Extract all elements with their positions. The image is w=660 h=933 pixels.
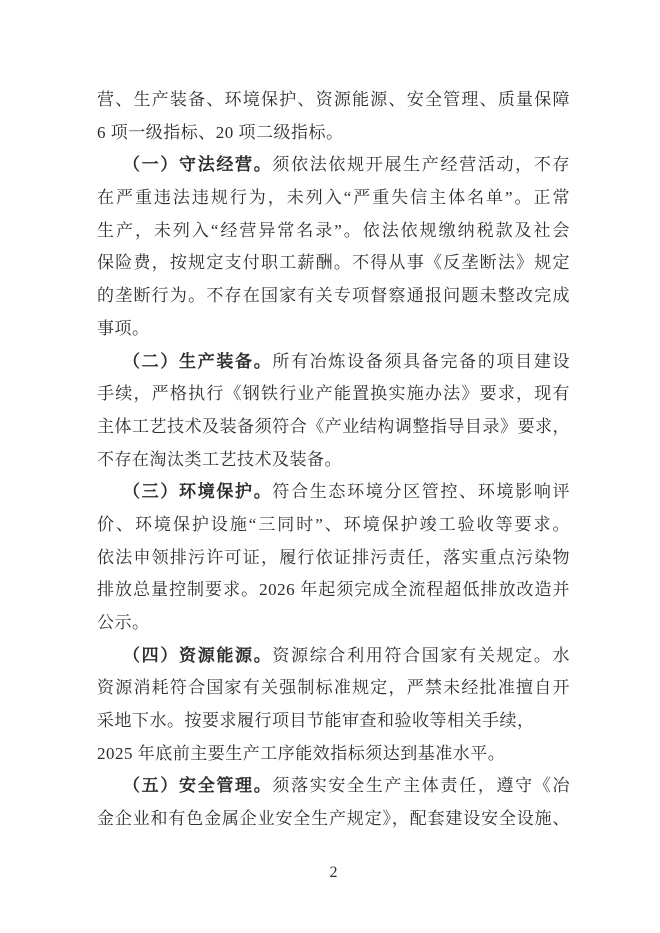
body-text: 依法申领排污许可证，履行依证排污责任，落实重点污染物 [97, 547, 570, 567]
text-line [97, 770, 570, 803]
section-heading: （三）环境保护。 [123, 482, 273, 502]
text-line [97, 247, 570, 280]
text-line [97, 444, 570, 477]
body-text: 2025 年底前主要生产工序能效指标须达到基准水平。 [97, 743, 506, 763]
text-line [97, 476, 570, 509]
body-text: 6 项一级指标、20 项二级指标。 [97, 122, 344, 142]
text-line [97, 149, 570, 182]
text-line [97, 542, 570, 575]
text-line [97, 313, 570, 346]
text-line [97, 607, 570, 640]
body-text: 符合生态环境分区管控、环境影响评 [272, 482, 570, 502]
body-text: 所有冶炼设备须具备完备的项目建设 [272, 351, 570, 371]
body-text: 金企业和有色金属企业安全生产规定》，配套建设安全设施、 [97, 809, 570, 829]
body-text: 的垄断行为。不存在国家有关专项督察通报问题未整改完成 [97, 286, 570, 306]
body-text: 事项。 [97, 318, 150, 338]
body-text: 排放总量控制要求。2026 年起须完成全流程超低排放改造并 [97, 580, 570, 600]
page-number: 2 [329, 864, 338, 881]
body-text: 采地下水。按要求履行项目节能审查和验收等相关手续， [97, 711, 535, 731]
body-text: 保险费，按规定支付职工薪酬。不得从事《反垄断法》规定 [97, 253, 570, 273]
body-text: 价、环境保护设施“三同时”、环境保护竣工验收等要求。 [97, 514, 570, 534]
text-line [97, 346, 570, 379]
text-line [97, 84, 570, 117]
body-text: 须落实安全生产主体责任，遵守《冶 [272, 776, 570, 796]
text-line [97, 640, 570, 673]
body-text: 资源消耗符合国家有关强制标准规定，严禁未经批准擅自开 [97, 678, 570, 698]
body-text: 资源综合利用符合国家有关规定。水 [272, 645, 570, 665]
text-line [97, 117, 570, 150]
text-line [97, 574, 570, 607]
section-heading: （五）安全管理。 [123, 776, 273, 796]
text-line [97, 509, 570, 542]
section-heading: （二）生产装备。 [123, 351, 273, 371]
body-text: 不存在淘汰类工艺技术及装备。 [97, 449, 342, 469]
page-text [97, 84, 570, 836]
text-line [97, 672, 570, 705]
body-text: 营、生产装备、环境保护、资源能源、安全管理、质量保障 [97, 90, 570, 109]
text-line [97, 182, 570, 215]
text-line [97, 411, 570, 444]
body-text: 手续，严格执行《钢铁行业产能置换实施办法》要求，现有 [97, 384, 570, 404]
body-text: 公示。 [97, 613, 150, 632]
text-line [97, 803, 570, 836]
body-text: 生产，未列入“经营异常名录”。依法依规缴纳税款及社会 [97, 220, 570, 240]
text-line [97, 215, 570, 248]
section-heading: （四）资源能源。 [123, 645, 273, 665]
text-line [97, 280, 570, 313]
text-line [97, 705, 570, 738]
section-heading: （一）守法经营。 [123, 155, 273, 175]
text-line [97, 378, 570, 411]
body-text: 主体工艺技术及装备须符合《产业结构调整指导目录》要求， [97, 416, 570, 436]
body-text: 须依法依规开展生产经营活动，不存 [272, 155, 570, 175]
text-line [97, 738, 570, 771]
body-text: 在严重违法违规行为，未列入“严重失信主体名单”。正常 [97, 188, 570, 208]
